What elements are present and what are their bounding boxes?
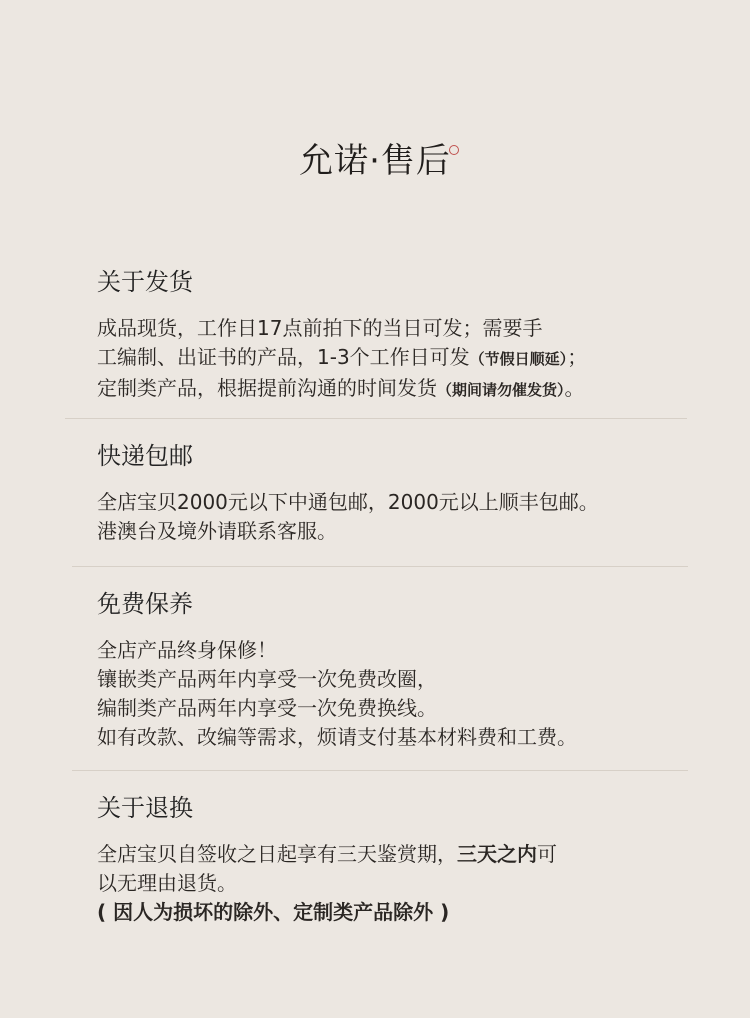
maintenance-line-1: 全店产品终身保修！ xyxy=(97,638,277,662)
maintenance-section xyxy=(97,588,717,752)
page-title: 允诺·售后 xyxy=(299,141,451,181)
maintenance-line-2: 镶嵌类产品两年内享受一次免费改圈， xyxy=(97,667,437,691)
returns-line-3: ( 因人为损坏的除外、定制类产品除外 ) xyxy=(97,900,450,924)
returns-line-1-end: 可 xyxy=(537,842,557,866)
shipping-line-2-end: ； xyxy=(567,345,588,369)
maintenance-line-4: 如有改款、改编等需求，烦请支付基本材料费和工费。 xyxy=(97,725,577,749)
shipping-section xyxy=(97,266,717,405)
divider xyxy=(65,418,687,419)
returns-line-1-bold: 三天之内 xyxy=(457,842,537,866)
shipping-line-2-note: （节假日顺延） xyxy=(469,350,568,368)
shipping-line-3 xyxy=(97,374,717,405)
delivery-line-1: 全店宝贝2000元以下中通包邮，2000元以上顺丰包邮。 xyxy=(97,490,599,514)
divider xyxy=(72,770,688,771)
shipping-line-3-end: 。 xyxy=(564,376,585,400)
delivery-title: 快递包邮 xyxy=(97,442,193,470)
shipping-body xyxy=(97,314,717,405)
shipping-line-2-text: 工编制、出证书的产品，1-3个工作日可发 xyxy=(97,345,470,369)
returns-line-2: 以无理由退货。 xyxy=(97,871,237,895)
shipping-title: 关于发货 xyxy=(97,268,193,296)
returns-body xyxy=(97,840,717,927)
maintenance-body xyxy=(97,636,717,752)
shipping-line-3-note: （期间请勿催发货） xyxy=(437,381,565,399)
shipping-line-1: 成品现货，工作日17点前拍下的当日可发；需要手 xyxy=(97,316,543,340)
red-circle-mark xyxy=(449,145,459,155)
delivery-section xyxy=(97,440,717,546)
delivery-line-2: 港澳台及境外请联系客服。 xyxy=(97,519,337,543)
divider xyxy=(72,566,688,567)
returns-line-1 xyxy=(97,840,717,869)
maintenance-title: 免费保养 xyxy=(97,590,193,618)
returns-line-1-text: 全店宝贝自签收之日起享有三天鉴赏期， xyxy=(97,842,457,866)
returns-section xyxy=(97,792,717,927)
shipping-line-2 xyxy=(97,343,717,374)
delivery-body xyxy=(97,488,717,546)
shipping-line-3-text: 定制类产品，根据提前沟通的时间发货 xyxy=(97,376,437,400)
returns-title: 关于退换 xyxy=(97,794,193,822)
maintenance-line-3: 编制类产品两年内享受一次免费换线。 xyxy=(97,696,437,720)
